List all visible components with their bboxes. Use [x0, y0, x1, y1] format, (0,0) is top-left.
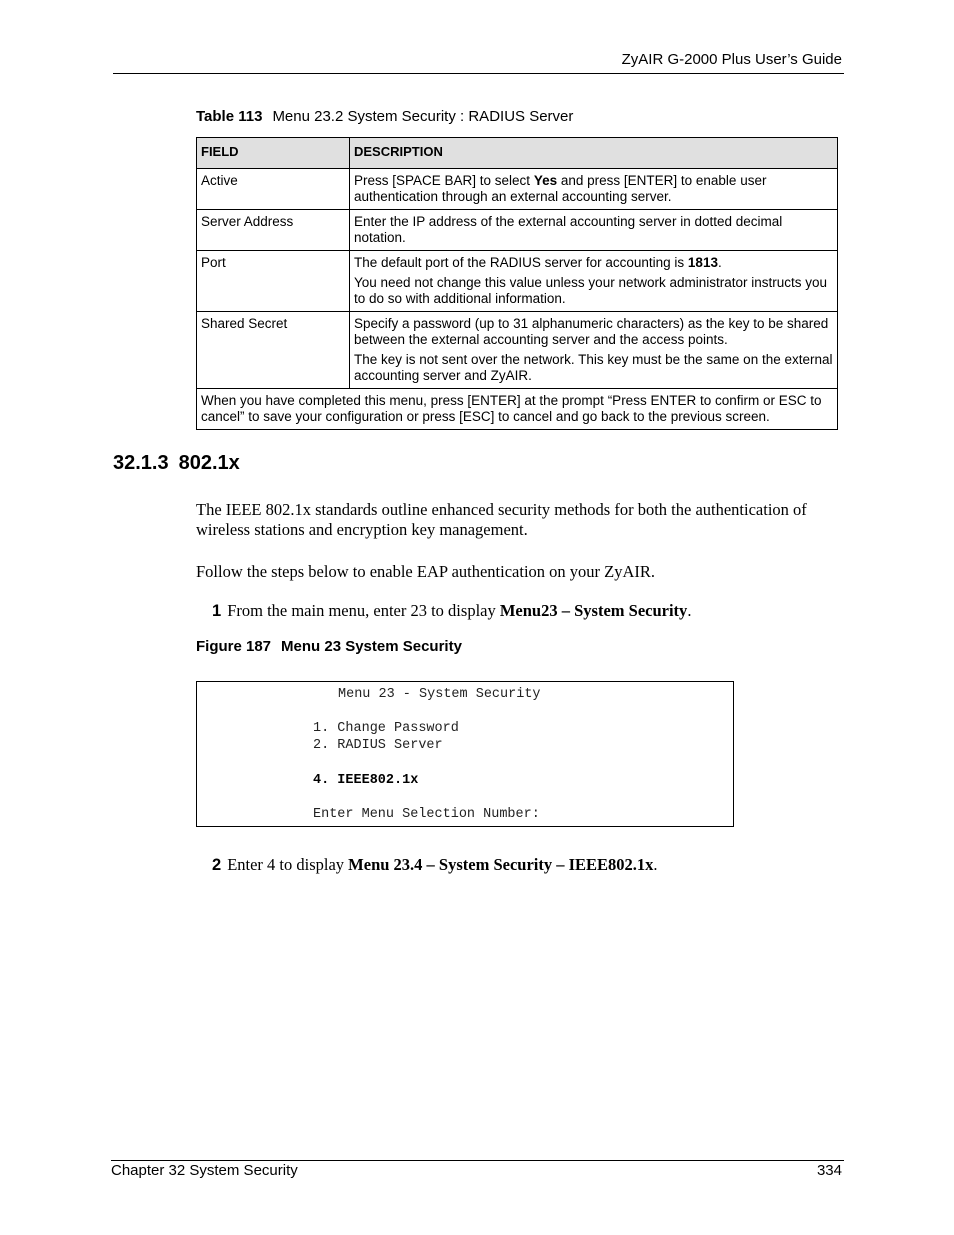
footer-page-number: 334 — [816, 1162, 842, 1179]
description-text — [354, 173, 833, 205]
step-text: . — [653, 855, 658, 874]
step-text: From the main menu, enter 23 to display — [227, 601, 500, 620]
description-text-part: and press [ENTER] to enable user authentication through an external accounting server. — [354, 173, 767, 204]
terminal-menu-item-selected: 4. IEEE802.1x — [313, 773, 419, 788]
table-footer-note: When you have completed this menu, press [ENTER] at the prompt “Press ENTER to confirm or ESC to cancel” to save your configuration or press [ESC] to cancel and go back to the previous screen. — [197, 389, 838, 430]
table-caption-text: Menu 23.2 System Security : RADIUS Server — [272, 108, 574, 125]
field-cell: Active — [197, 169, 350, 210]
description-cell — [350, 312, 838, 389]
step-text: Enter 4 to display — [227, 855, 349, 874]
table-caption-label: Table 113 — [196, 108, 263, 125]
field-cell: Server Address — [197, 210, 350, 251]
step-number: 1 — [212, 602, 222, 620]
step-menu-name: Menu23 – System Security — [499, 601, 688, 620]
table-row — [197, 251, 838, 312]
figure-caption — [196, 638, 462, 655]
table-header-row — [197, 138, 838, 169]
step-item — [212, 855, 658, 875]
description-text-part: . — [717, 255, 722, 270]
terminal-screen — [196, 681, 734, 827]
step-menu-name: Menu 23.4 – System Security – IEEE802.1x — [348, 855, 654, 874]
section-heading — [113, 452, 240, 475]
description-text: Specify a password (up to 31 alphanumeric characters) as the key to be shared between the external accounting server and the access points. — [354, 316, 829, 347]
terminal-menu-item: 2. RADIUS Server — [313, 738, 443, 753]
terminal-menu-item: 1. Change Password — [313, 721, 459, 736]
column-header-description: DESCRIPTION — [350, 138, 838, 169]
description-text-part: The default port of the RADIUS server for accounting is — [354, 255, 688, 270]
description-cell — [350, 210, 838, 251]
column-header-field: FIELD — [197, 138, 350, 169]
header-rule — [113, 73, 844, 74]
table-row — [197, 169, 838, 210]
radius-server-table — [196, 137, 838, 430]
footer-rule — [111, 1160, 844, 1161]
body-paragraph: Follow the steps below to enable EAP authentication on your ZyAIR. — [196, 562, 656, 581]
terminal-menu-heading: Menu 23 - System Security — [338, 687, 541, 702]
description-bold-term: 1813 — [687, 255, 718, 270]
table-footer-row — [197, 389, 838, 430]
description-text-part: Press [SPACE BAR] to select — [354, 173, 534, 188]
table-caption — [196, 108, 573, 125]
description-text: The key is not sent over the network. This key must be the same on the external accounting server and ZyAIR. — [354, 352, 833, 383]
step-text: . — [687, 601, 692, 620]
description-cell — [350, 169, 838, 210]
footer-chapter: Chapter 32 System Security — [111, 1162, 298, 1179]
figure-label: Figure 187 — [196, 638, 272, 655]
description-cell — [350, 251, 838, 312]
terminal-prompt: Enter Menu Selection Number: — [313, 807, 540, 822]
description-text — [354, 255, 833, 271]
figure-title: Menu 23 System Security — [281, 638, 462, 655]
step-number: 2 — [212, 856, 222, 874]
section-number: 32.1.3 — [113, 452, 169, 474]
field-cell: Port — [197, 251, 350, 312]
description-bold-term: Yes — [533, 173, 558, 188]
body-paragraph: The IEEE 802.1x standards outline enhanced security methods for both the authentication of wireless stations and encryption key management. — [196, 500, 807, 539]
description-text: Enter the IP address of the external accounting server in dotted decimal notation. — [354, 214, 783, 245]
table-row — [197, 312, 838, 389]
table-row — [197, 210, 838, 251]
section-title: 802.1x — [178, 452, 240, 474]
description-text: You need not change this value unless your network administrator instructs you to do so with additional information. — [354, 275, 828, 306]
running-header-title: ZyAIR G-2000 Plus User’s Guide — [621, 51, 842, 68]
step-item — [212, 601, 691, 621]
field-cell: Shared Secret — [197, 312, 350, 389]
